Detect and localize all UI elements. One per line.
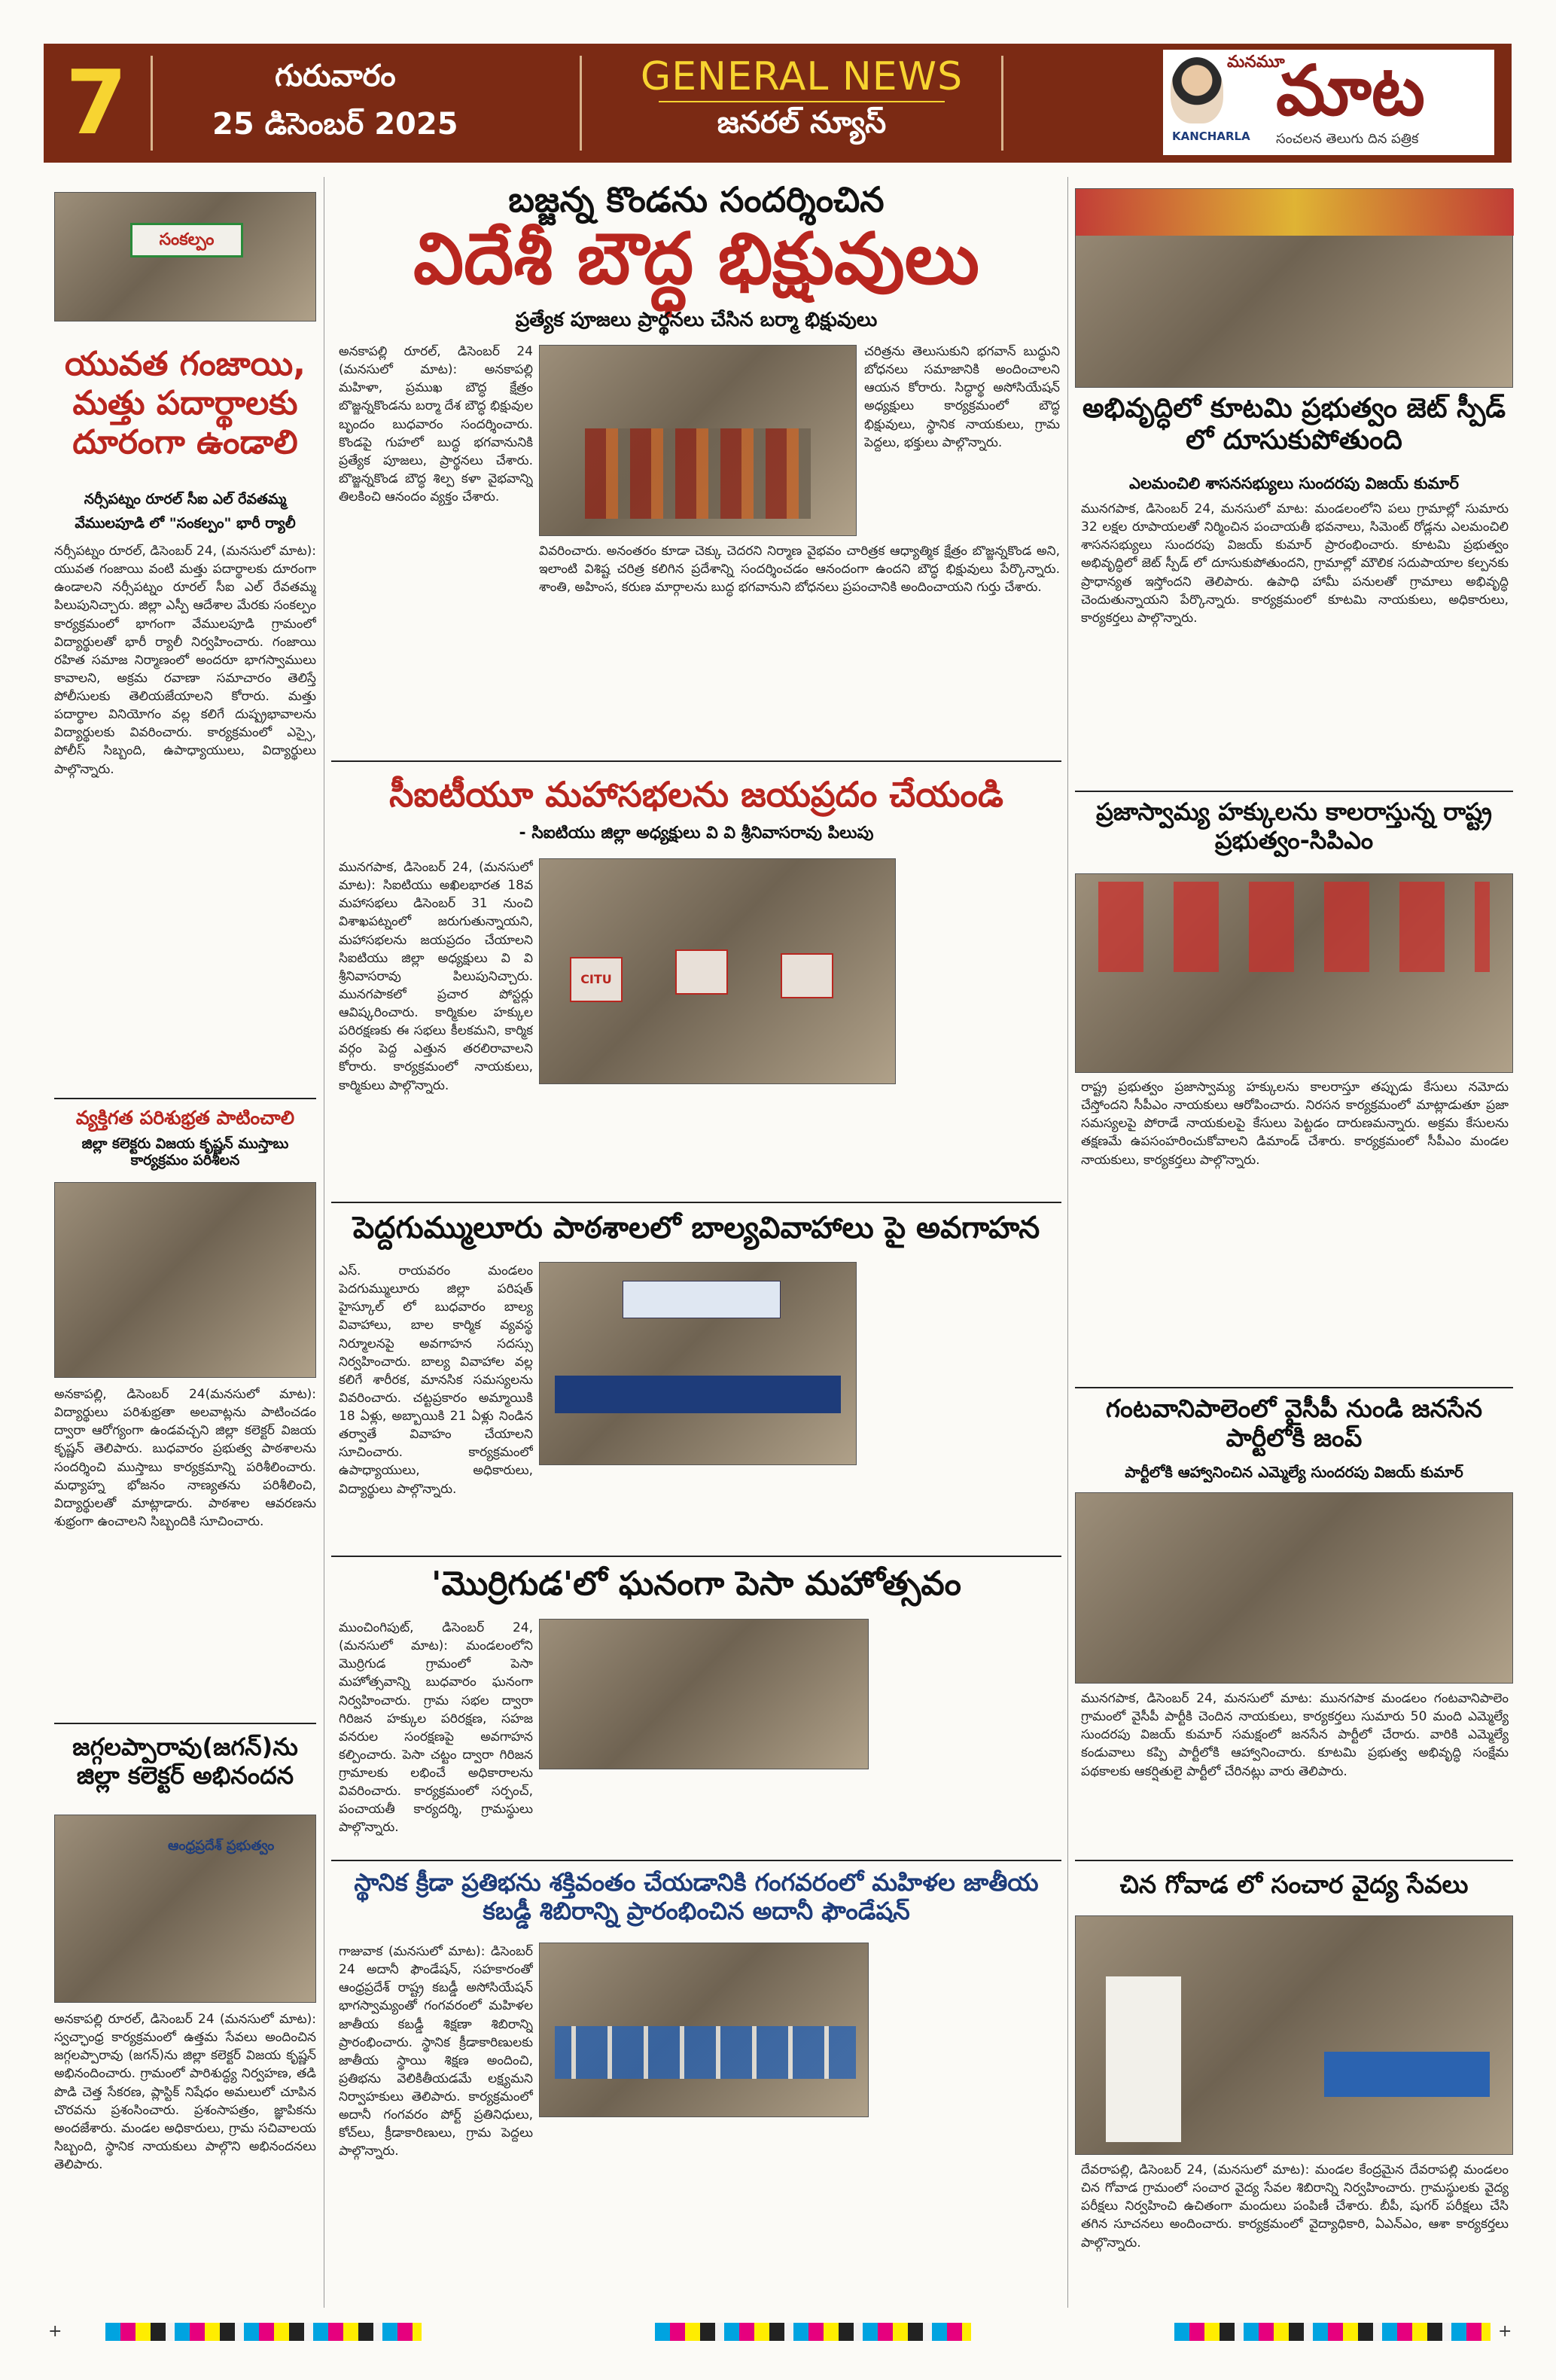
logo-tagline: సంచలన తెలుగు దిన పత్రిక: [1276, 131, 1419, 147]
photo-buddhist-monks: [539, 345, 857, 536]
lead-subhead: ప్రత్యేక పూజలు ప్రార్థనలు చేసిన బర్మా భిక్షువులు: [515, 309, 878, 331]
citu-headline: సీఐటీయూ మహాసభలను జయప్రదం చేయండి: [389, 774, 1003, 815]
story-divider: [1075, 791, 1513, 792]
photo-medical-camp: [1075, 1915, 1513, 2155]
cmyk-color-bar: [655, 2323, 971, 2341]
logo-small-text: మనమూ: [1227, 53, 1285, 72]
monks-group: [585, 428, 811, 519]
lead-body-right: చరిత్రను తెలుసుకుని భగవాన్ బుద్ధుని బోధనలు సమాజానికి అందించాలని ఆయన కోరారు. సిద్ధార్థ అసోసియేషన్ అధ్యక్షులు కార్యక్రమంలో బౌద్ధ భిక్షువులు, స్థానిక నాయకులు, గ్రామ పెద్దలు, భక్తులు పాల్గొన్నారు.: [864, 344, 1060, 450]
meeting-banner: [623, 1281, 781, 1318]
registration-mark: +: [48, 2322, 62, 2341]
story-divider: [331, 760, 1061, 762]
right-story3-body: మునగపాక, డిసెంబర్ 24, మనసులో మాట: మునగపాక మండలం గంటవానిపాలెం గ్రామంలో వైసీపీ పార్టీకి చెందిన నాయకులు, కార్యకర్తలు సుమారు 50 మంది ఎమ్మెల్యే సుందరపు విజయ్ కుమార్ సమక్షంలో జనసేన పార్టీలో చేరారు. వారికి ఎమ్మెల్యే కండువాలు కప్పి పార్టీలోకి ఆహ్వానించారు. కూటమి ప్రభుత్వ అభివృద్ధి సంక్షేమ పథకాలకు ఆకర్షితులై పార్టీలో చేరినట్లు వారు తెలిపారు.: [1081, 1691, 1509, 1779]
story-divider: [331, 1860, 1061, 1861]
left-story2-body: అనకాపల్లి, డిసెంబర్ 24(మనసులో మాట): విద్యార్థులు పరిశుభ్రతా అలవాట్లను పాటించడం ద్వారా ఆరోగ్యంగా ఉండవచ్చని జిల్లా కలెక్టర్ విజయ కృష్ణన్ తెలిపారు. బుధవారం ప్రభుత్వ పాఠశాలను సందర్శించి ముస్తాబు కార్యక్రమాన్ని పరిశీలించారు. మధ్యాహ్న భోజనం నాణ్యతను పరిశీలించి, విద్యార్థులతో మాట్లాడారు. పాఠశాల ఆవరణను శుభ్రంగా ఉంచాలని సిబ్బందికి సూచించారు.: [54, 1387, 316, 1529]
photo-awareness-meeting: [539, 1262, 857, 1465]
left-story2-headline: వ్యక్తిగత పరిశుభ్రత పాటించాలి: [75, 1107, 295, 1129]
left-story1-subhead: నర్సీపట్నం రూరల్ సీఐ ఎల్ రేవతమ్మ: [84, 491, 287, 507]
kabaddi-players: [555, 2026, 856, 2079]
meeting-table: [555, 1376, 841, 1413]
section-underline: [659, 101, 945, 102]
left-story1-subhead2: వేములపూడి లో "సంకల్పం" భారీ ర్యాలీ: [75, 515, 296, 532]
lead-kicker: బజ్జన్న కొండను సందర్శించిన: [508, 179, 885, 220]
child-marriage-headline: పెద్దగుమ్ములూరు పాఠశాలలో బాల్యవివాహాలు పై అవగాహన: [352, 1211, 1040, 1245]
photo-collector-school-visit: [54, 1182, 316, 1378]
photo-cpm-protest: [1075, 873, 1513, 1073]
citu-poster: [781, 953, 833, 998]
kabaddi-body: గాజువాక (మనసులో మాట): డిసెంబర్ 24 అదానీ ఫౌండేషన్, సహకారంతో ఆంధ్రప్రదేశ్ రాష్ట్ర కబడ్డీ అసోసియేషన్ భాగస్వామ్యంతో గంగవరంలో మహిళల జాతీయ కబడ్డీ శిక్షణా శిబిరాన్ని ప్రారంభించారు. స్థానిక క్రీడాకారిణులకు జాతీయ స్థాయి శిక్షణ అందించి, ప్రతిభను వెలికితీయడమే లక్ష్యమని నిర్వాహకులు తెలిపారు. కార్యక్రమంలో అదానీ గంగవరం పోర్ట్ ప్రతినిధులు, కోచ్‌లు, క్రీడాకారిణులు, గ్రామ పెద్దలు పాల్గొన్నారు.: [339, 1944, 533, 2159]
citu-body: మునగపాక, డిసెంబర్ 24, (మనసులో మాట): సిఐటియు అఖిలభారత 18వ మహాసభలు డిసెంబర్ 31 నుంచి విశాఖపట్నంలో జరుగుతున్నాయని, మహాసభలను జయప్రదం చేయాలని సిఐటియు జిల్లా అధ్యక్షులు వి వి శ్రీనివాసరావు పిలుపునిచ్చారు. మునగపాకలో ప్రచార పోస్టర్లు ఆవిష్కరించారు. కార్మికుల హక్కుల పరిరక్షణకు ఈ సభలు కీలకమని, కార్మిక వర్గం పెద్ద ఎత్తున తరలిరావాలని కోరారు. కార్యక్రమంలో నాయకులు, కార్మికులు పాల్గొన్నారు.: [339, 860, 533, 1093]
column-rule: [1067, 177, 1068, 2308]
left-story3-body: అనకాపల్లి రూరల్, డిసెంబర్ 24 (మనసులో మాట): స్వచ్ఛాంధ్ర కార్యక్రమంలో ఉత్తమ సేవలు అందించిన జగ్గలప్పారావు (జగన్)ను జిల్లా కలెక్టర్ విజయ కృష్ణన్ అభినందించారు. గ్రామంలో పారిశుద్ధ్య నిర్వహణ, తడి పొడి చెత్త సేకరణ, ప్లాస్టిక్ నిషేధం అమలులో చూపిన చొరవను ప్రశంసించారు. ప్రశంసాపత్రం, జ్ఞాపికను అందజేశారు. మండల అధికారులు, గ్రామ సచివాలయ సిబ్బంది, స్థానిక నాయకులు పాల్గొని అభినందనలు తెలిపారు.: [54, 2012, 316, 2172]
right-story2-body: రాష్ట్ర ప్రభుత్వం ప్రజాస్వామ్య హక్కులను కాలరాస్తూ తప్పుడు కేసులు నమోదు చేస్తోందని సీపీఎం నాయకులు ఆరోపించారు. నిరసన కార్యక్రమంలో మాట్లాడుతూ ప్రజా సమస్యలపై పోరాడే నాయకులపై కేసులు పెట్టడం దారుణమన్నారు. అక్రమ కేసులను తక్షణమే ఉపసంహరించుకోవాలని డిమాండ్ చేశారు. కార్యక్రమంలో సీపీఎం మండల నాయకులు, కార్యకర్తలు పాల్గొన్నారు.: [1081, 1080, 1509, 1168]
left-story1-body: నర్సీపట్నం రూరల్, డిసెంబర్ 24, (మనసులో మాట): యువత గంజాయి వంటి మత్తు పదార్థాలకు దూరంగా ఉండాలని నర్సీపట్నం రూరల్ సీఐ ఎల్ రేవతమ్మ పిలుపునిచ్చారు. జిల్లా ఎస్పీ ఆదేశాల మేరకు సంకల్పం కార్యక్రమంలో భాగంగా వేములపూడి గ్రామంలో విద్యార్థులతో భారీ ర్యాలీ నిర్వహించారు. గంజాయి రహిత సమాజ నిర్మాణంలో అందరూ భాగస్వాములు కావాలని, అక్రమ రవాణా సమాచారం తెలిస్తే పోలీసులకు తెలియజేయాలని కోరారు. మత్తు పదార్థాల వినియోగం వల్ల కలిగే దుష్ప్రభావాలను విద్యార్థులకు వివరించారు. కార్యక్రమంలో ఎస్సై, పోలీస్ సిబ్బంది, ఉపాధ్యాయులు, విద్యార్థులు పాల్గొన్నారు.: [54, 544, 316, 777]
registration-mark: +: [1498, 2322, 1512, 2341]
right-story1-body: మునగపాక, డిసెంబర్ 24, మనసులో మాట: మండలంలోని పలు గ్రామాల్లో సుమారు 32 లక్షల రూపాయలతో నిర్మించిన పంచాయతీ భవనాలు, సిమెంట్ రోడ్లను ఎలమంచిలి శాసనసభ్యులు సుందరపు విజయ్ కుమార్ ప్రారంభించారు. కూటమి ప్రభుత్వం అభివృద్ధిలో జెట్ స్పీడ్ లో దూసుకుపోతుందని, గ్రామాల్లో మౌలిక సదుపాయాల కల్పనకు ప్రాధాన్యత ఇస్తోందని తెలిపారు. ఉపాధి హామీ పనులతో గ్రామాలు అభివృద్ధి చెందుతున్నాయని పేర్కొన్నారు. కార్యక్రమంలో కూటమి నాయకులు, అధికారులు, కార్యకర్తలు పాల్గొన్నారు.: [1081, 501, 1509, 626]
photo-mla-inauguration: [1075, 188, 1513, 388]
citu-poster: [675, 949, 728, 995]
left-story3-headline: జగ్గలప్పారావు(జగన్)ను జిల్లా కలెక్టర్ అభినందన: [72, 1732, 298, 1790]
photo-pesa-meeting: [539, 1619, 869, 1769]
lead-headline: విదేశీ బౌద్ధ భిక్షువులు: [413, 218, 979, 300]
lead-body-left: అనకాపల్లి రూరల్, డిసెంబర్ 24 (మనసులో మాట): అనకాపల్లి మహిళా, ప్రముఖ బౌద్ధ క్షేత్రం బొజ్జన్నకొండను బర్మా దేశ బౌద్ధ భిక్షువుల బృందం బుధవారం సందర్శించారు. కొండపై గుహలో బుద్ధ భగవానునికి ప్రత్యేక పూజలు, ప్రార్థనలు చేశారు. బొజ్జన్నకొండ బౌద్ధ శిల్ప కళా వైభవాన్ని తిలకించి ఆనందం వ్యక్తం చేశారు.: [339, 344, 533, 504]
child-marriage-body: ఎస్. రాయవరం మండలం పెదగుమ్ములూరు జిల్లా పరిషత్ హైస్కూల్ లో బుధవారం బాల్య వివాహాలు, బాల కార్మిక వ్యవస్థ నిర్మూలనపై అవగాహన సదస్సు నిర్వహించారు. బాల్య వివాహాల వల్ల కలిగే శారీరక, మానసిక సమస్యలను వివరించారు. చట్టప్రకారం అమ్మాయికి 18 ఏళ్లు, అబ్బాయికి 21 ఏళ్లు నిండిన తర్వాతే వివాహం చేయాలని సూచించారు. కార్యక్రమంలో ఉపాధ్యాయులు, అధికారులు, విద్యార్థులు పాల్గొన్నారు.: [339, 1263, 533, 1497]
story-divider: [1075, 1387, 1513, 1388]
story-divider: [1075, 1860, 1513, 1861]
rally-banner: సంకల్పం: [130, 223, 243, 258]
masthead-divider: [580, 56, 582, 151]
citu-subhead: - సిఐటియు జిల్లా అధ్యక్షులు వి వి శ్రీనివాసరావు పిలుపు: [519, 824, 874, 843]
right-story4-headline: చిన గోవాడ లో సంచార వైద్య సేవలు: [1119, 1870, 1469, 1899]
doctor-desk: [1324, 2052, 1490, 2097]
story-divider: [331, 1202, 1061, 1203]
right-story3-subhead: పార్టీలోకి ఆహ్వానించిన ఎమ్మెల్యే సుందరపు విజయ్ కుమార్: [1125, 1463, 1463, 1481]
right-story4-body: దేవరాపల్లి, డిసెంబర్ 24, (మనసులో మాట): మండల కేంద్రమైన దేవరాపల్లి మండలం చిన గోవాడ గ్రామంలో సంచార వైద్య సేవల శిబిరాన్ని నిర్వహించారు. గ్రామస్థులకు వైద్య పరీక్షలు నిర్వహించి ఉచితంగా మందులు పంపిణీ చేశారు. బీపీ, షుగర్ పరీక్షలు చేసి తగిన సూచనలు అందించారు. కార్యక్రమంలో వైద్యాధికారి, ఏఎన్ఎం, ఆశా కార్యకర్తలు పాల్గొన్నారు.: [1081, 2162, 1509, 2250]
logo-name: మాట: [1276, 50, 1425, 131]
inauguration-flex-banner: [1076, 189, 1514, 236]
masthead-date: 25 డిసెంబర్ 2025: [212, 107, 458, 142]
left-story1-headline: యువత గంజాయి, మత్తు పదార్థాలకు దూరంగా ఉండాలి: [65, 345, 306, 462]
right-story1-subhead: ఎలమంచిలి శాసనసభ్యులు సుందరపు విజయ్ కుమార్: [1129, 474, 1459, 492]
story-divider: [331, 1556, 1061, 1557]
photo-sankalpam-rally: [54, 192, 316, 321]
nurse-figure: [1106, 1976, 1181, 2142]
logo-portrait: [1171, 57, 1223, 123]
page-number: 7: [65, 50, 128, 154]
logo-owner: KANCHARLA: [1172, 130, 1250, 143]
masthead-divider: [1001, 56, 1003, 151]
citu-body-cont: [902, 858, 1060, 1084]
photo-party-joining: [1075, 1492, 1513, 1684]
newspaper-logo: [1163, 50, 1494, 155]
section-title-english: GENERAL NEWS: [640, 54, 964, 99]
masthead-divider: [151, 56, 153, 151]
left-story2-subhead: జిల్లా కలెక్టరు విజయ కృష్ణన్ ముస్తాబు కార్యక్రమం పరిశీలన: [81, 1135, 289, 1169]
pesa-headline: 'మొర్రిగుడ'లో ఘనంగా పెసా మహోత్సవం: [431, 1565, 961, 1603]
story-divider: [54, 1098, 316, 1099]
cmyk-color-bar: [1174, 2323, 1491, 2341]
citu-poster: CITU: [570, 957, 623, 1002]
photo-banner-text: ఆంధ్రప్రదేశ్ ప్రభుత్వం: [168, 1838, 275, 1854]
kabaddi-headline: స్థానిక క్రీడా ప్రతిభను శక్తివంతం చేయడానికి గంగవరంలో మహిళల జాతీయ కబడ్డీ శిబిరాన్ని ప్రారంభించిన అదానీ ఫౌండేషన్: [354, 1868, 1039, 1925]
photo-citu-poster-launch: [539, 858, 896, 1084]
photo-collector-felicitation: [54, 1815, 316, 2003]
lead-body-mid: వివరించారు. అనంతరం కూడా చెక్కు చెదరని నిర్మాణ వైభవం చారిత్రక ఆధ్యాత్మిక క్షేత్రం బొజ్జన్నకొండ అని, ఇలాంటి విశిష్ట చరిత్ర కలిగిన ప్రదేశాన్ని సందర్శించడం ఆనందంగా ఉందని బౌద్ధ భిక్షువులు పేర్కొన్నారు. శాంతి, అహింస, కరుణ మార్గాలను బుద్ధ భగవానుని బోధనలు ప్రపంచానికి అందించాయని గుర్తు చేశారు.: [539, 544, 1060, 596]
cmyk-color-bar: [105, 2323, 422, 2341]
story-divider: [54, 1723, 316, 1724]
right-story3-headline: గంటవానిపాలెంలో వైసీపీ నుండి జనసేన పార్టీలోకి జంప్: [1105, 1394, 1483, 1452]
right-story1-headline: అభివృద్ధిలో కూటమి ప్రభుత్వం జెట్ స్పీడ్ లో దూసుకుపోతుంది: [1082, 393, 1506, 456]
pesa-body: ముంచింగిపుట్, డిసెంబర్ 24, (మనసులో మాట): మండలంలోని మొర్రిగుడ గ్రామంలో పెసా మహోత్సవాన్ని బుధవారం ఘనంగా నిర్వహించారు. గ్రామ సభల ద్వారా గిరిజన హక్కుల పరిరక్షణ, సహజ వనరుల సంరక్షణపై అవగాహన కల్పించారు. పెసా చట్టం ద్వారా గిరిజన గ్రామాలకు లభించే అధికారాలను వివరించారు. కార్యక్రమంలో సర్పంచ్, పంచాయతీ కార్యదర్శి, గ్రామస్థులు పాల్గొన్నారు.: [339, 1620, 533, 1836]
photo-kabaddi-camp: [539, 1943, 869, 2117]
masthead-day: గురువారం: [275, 59, 396, 93]
cpm-red-flags: [1098, 882, 1490, 972]
right-story2-headline: ప్రజాస్వామ్య హక్కులను కాలరాస్తున్న రాష్ట్ర ప్రభుత్వం-సిపిఎం: [1096, 797, 1492, 855]
section-title-telugu: జనరల్ న్యూస్: [717, 105, 887, 140]
